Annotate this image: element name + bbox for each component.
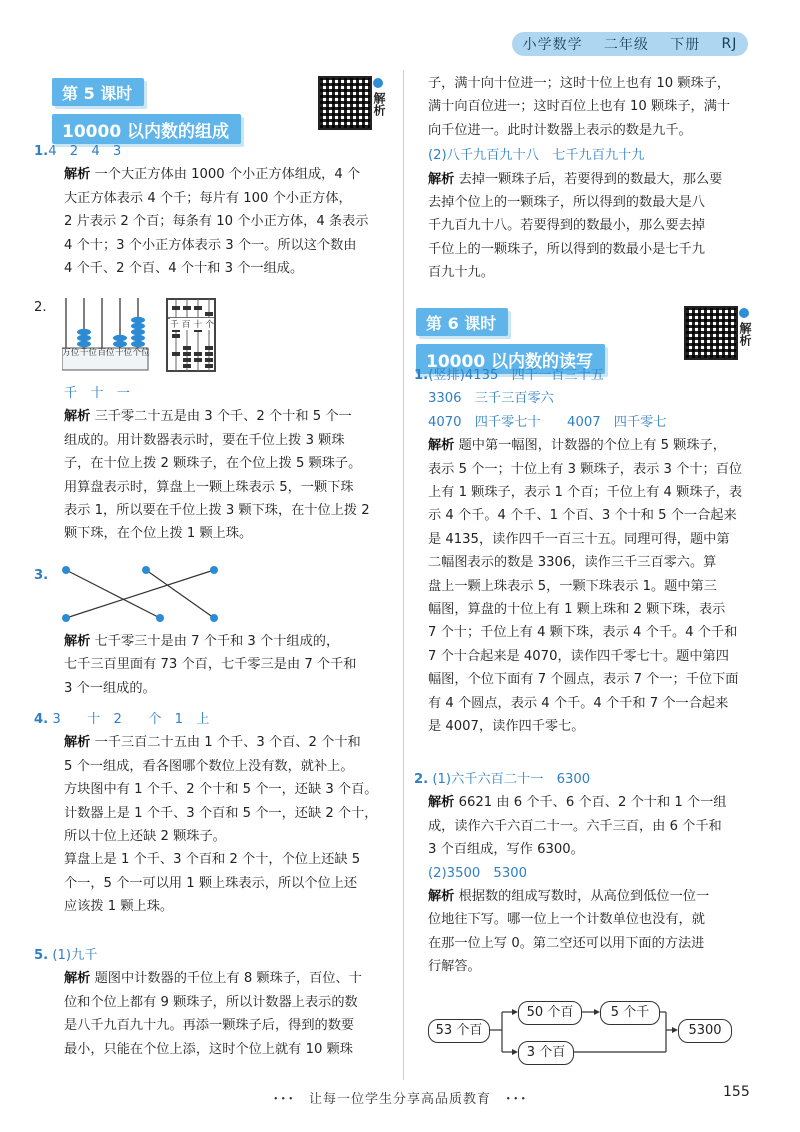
l6-q2-line: 根据数的组成写数时，从高位到低位一位一: [458, 889, 710, 905]
q2-number: 2.: [34, 300, 47, 315]
abacus-label: 千位: [79, 348, 97, 358]
q4-line: 方块图中有 1 个千、2 个十和 5 个一，还缺 3 个百。: [64, 782, 378, 798]
q4-line: 应该拨 1 颗上珠。: [64, 899, 174, 915]
q5-2-answer: (2)八千九百九十八 七千九百九十九: [428, 148, 645, 164]
l6-q1-line: 题中第一幅图，计数器的个位上有 5 颗珠子，: [458, 438, 726, 454]
q3-number: 3.: [34, 568, 49, 583]
q5-2-line: 千九百九十八。若要得到的数最小，那么要去掉: [428, 218, 705, 234]
soroban-label: 百: [181, 320, 191, 330]
q5-line: 位和个位上都有 9 颗珠子，所以计数器上表示的数: [64, 994, 358, 1010]
lesson5-heading: [52, 78, 241, 144]
q2-line: 子，在十位上拨 2 颗珠子，在个位上拨 5 颗珠子。: [64, 456, 362, 472]
flow-bottom: 3 个百: [518, 1041, 574, 1065]
l6-q1-line: 上有 1 颗珠子，表示 1 个百；千位上有 4 颗珠子，表: [428, 485, 743, 501]
q5-2-line: 千位上的一颗珠子，所以得到的数最小是七千九: [428, 241, 705, 257]
lesson6-q1: [414, 364, 774, 739]
abacus-label: 十位: [115, 348, 133, 358]
q4-line: 所以十位上还缺 2 颗珠子。: [64, 829, 226, 845]
analysis-label: 解析: [428, 889, 455, 905]
left-q5: [34, 944, 394, 1061]
q1-line: 大正方体表示 4 个千；每片有 100 个小正方体，: [64, 190, 352, 206]
q4-answer: 3 十 2 个 1 上: [52, 712, 210, 727]
q5-2-line: 百九十九。: [428, 265, 494, 281]
soroban: [166, 298, 216, 372]
analysis-label: 解析: [64, 409, 91, 425]
play-icon: [373, 78, 383, 88]
q1-number: 1.: [34, 144, 49, 159]
analysis-label: 解析: [428, 171, 455, 187]
lesson6-subtitle: 10000 以内数的读写: [416, 344, 605, 374]
soroban-label: 千: [170, 320, 179, 330]
footer-slogan: ･･･ 让每一位学生分享高品质教育 ･･･: [272, 1092, 528, 1107]
q5-2-line: 去掉个位上的一颗珠子，所以得到的数最大是八: [428, 195, 705, 211]
lesson6-title: 第 6 课时: [416, 308, 508, 336]
l6-q1-line: 7 个十；千位上有 4 颗下珠，表示 4 个千。4 个千和: [428, 625, 738, 641]
q5-line: 最小，只能在个位上添，这时个位上就有 10 颗珠: [64, 1041, 353, 1057]
q2-line: 表示 1，所以要在千位上拨 3 颗下珠，在十位上拨 2: [64, 503, 370, 519]
q3-line: 七千三百里面有 73 个百，七千零三是由 7 个千和: [64, 657, 357, 673]
flow-start: 53 个百: [428, 1019, 490, 1043]
analysis-label: 解析: [64, 634, 91, 649]
left-q4: [34, 708, 394, 919]
q1-line: 一个大正方体由 1000 个小正方体组成，4 个: [94, 167, 361, 183]
q1-line: 2 片表示 2 个百；每条有 10 个小正方体，4 条表示: [64, 214, 369, 230]
cont-line: 向千位进一。此时计数器上表示的数是九千。: [428, 122, 692, 138]
cont-line: 满十向百位进一；这时百位上也有 10 颗珠子，满十: [428, 99, 731, 115]
l6-q1-answer: 3306 三千三百零六: [428, 391, 554, 407]
q4-line: 计数器上是 1 个千、3 个百和 5 个一，还缺 2 个十，: [64, 805, 378, 821]
l6-q2-answer: (2)3500 5300: [428, 865, 527, 881]
flow-result: 5300: [678, 1019, 732, 1043]
analysis-label: 解析: [428, 795, 455, 811]
l6-q1-line: 7 个十合起来是 4070，读作四千零七十。题中第四: [428, 648, 729, 664]
l6-q2-number: 2.: [414, 772, 429, 787]
soroban-labels: [170, 318, 214, 330]
l6-q1-line: 表示 5 个一；十位上有 3 颗珠子，表示 3 个十；百位: [428, 461, 743, 477]
l6-q1-line: 二幅图表示的数是 3306，读作三千三百零六。算: [428, 555, 717, 571]
qr-code-lesson5[interactable]: [318, 76, 372, 130]
lesson5-title: 第 5 课时: [52, 78, 144, 106]
q1-line: 4 个十；3 个小正方体表示 3 个一。所以这个数由: [64, 237, 357, 253]
l6-q2-line: 成，读作六千六百二十一。六千三百，由 6 个千和: [428, 818, 722, 834]
q3-line: 3 个一组成的。: [64, 680, 156, 696]
analysis-label: 解析: [64, 167, 91, 183]
cont-line: 子，满十向十位进一；这时十位上也有 10 颗珠子，: [428, 76, 731, 91]
l6-q2-line: 在那一位上写 0。第二空还可以用下面的方法进: [428, 935, 705, 951]
play-icon: [739, 308, 749, 318]
l6-q2-answer: (1)六千六百二十一 6300: [432, 772, 591, 787]
abacus-label: 个位: [132, 348, 150, 358]
soroban-label: 个: [205, 320, 214, 330]
q2-line: 颗下珠，在个位上拨 1 颗上珠。: [64, 526, 253, 542]
l6-q1-line: 是 4135，读作四千一百三十五。同理可得，题中第: [428, 531, 730, 547]
q2-line: 组成的。用计数器表示时，要在千位上拨 3 颗珠: [64, 432, 345, 448]
l6-q1-line: 有 4 个圆点，表示 4 个千。4 个千和 7 个一合起来: [428, 695, 729, 711]
abacus-labels: [62, 348, 150, 358]
q5-answer: (1)九千: [52, 948, 98, 963]
l6-q1-answer: 4070 四千零七十 4007 四千零七: [428, 414, 667, 430]
flow-top2: 5 个千: [600, 1001, 660, 1025]
l6-q1-number: 1.: [414, 368, 429, 383]
qr-code-lesson6[interactable]: [684, 306, 738, 360]
l6-q1-line: 盘上一颗上珠表示 5，一颗下珠表示 1。题中第三: [428, 578, 717, 594]
q4-number: 4.: [34, 712, 49, 727]
page-number: 155: [723, 1084, 750, 1100]
l6-q1-line: 示 4 个千。4 个千、1 个百、3 个十和 5 个一合起来: [428, 508, 737, 524]
right-continuation: [428, 72, 768, 285]
q2-line: 用算盘表示时，算盘上一颗上珠表示 5，一颗下珠: [64, 479, 354, 495]
q3-line: 七千零三十是由 7 个千和 3 个十组成的，: [94, 634, 340, 649]
q2-answer: 千 十 一: [64, 386, 130, 401]
column-divider: [403, 70, 404, 1080]
q5-number: 5.: [34, 948, 49, 963]
l6-q1-line: 幅图，算盘的十位上有 1 颗上珠和 2 颗下珠，表示: [428, 602, 726, 618]
l6-q2-line: 6621 由 6 个千、6 个百、2 个十和 1 个一组: [458, 795, 727, 811]
q1-answer: 4 2 4 3: [48, 144, 122, 159]
l6-q1-line: 幅图，个位下面有 7 个圆点，表示 7 个一；千位下面: [428, 672, 739, 688]
composition-flowchart: [428, 1002, 738, 1078]
left-q1: [34, 140, 390, 280]
l6-q2-line: 行解答。: [428, 959, 481, 975]
header-subject: 小学数学: [522, 37, 583, 53]
left-q3: [64, 630, 394, 700]
abacus-label: 万位: [62, 348, 80, 358]
q5-line: 是八千九百九十九。再添一颗珠子后，得到的数要: [64, 1018, 355, 1034]
l6-q2-line: 3 个百组成，写作 6300。: [428, 842, 584, 858]
analysis-label: 解析: [428, 438, 455, 454]
lesson6-q2: [414, 768, 774, 979]
header-volume: 下册: [670, 37, 701, 53]
q1-line: 4 个千、2 个百、4 个十和 3 个一组成。: [64, 261, 304, 277]
lesson5-subtitle: 10000 以内数的组成: [52, 114, 241, 144]
header-grade: 二年级: [603, 37, 649, 53]
flow-top1: 50 个百: [518, 1001, 582, 1025]
header-edition: RJ: [721, 36, 738, 52]
abacus-label: 百位: [97, 348, 115, 358]
counting-frame: [62, 298, 152, 374]
q4-line: 一千三百二十五由 1 个千、3 个百、2 个十和: [94, 735, 361, 751]
q4-line: 个一，5 个一可以用 1 颗上珠表示，所以个位上还: [64, 875, 358, 891]
l6-q2-line: 位地往下写。哪一位上一个计数单位也没有，就: [428, 912, 705, 928]
book-header: [512, 32, 748, 56]
q4-line: 算盘上是 1 个千、3 个百和 2 个十，个位上还缺 5: [64, 852, 361, 868]
qr-label: 解析: [738, 322, 752, 346]
soroban-label: 十: [193, 320, 203, 330]
q4-line: 5 个一组成，看各图哪个数位上没有数，就补上。: [64, 758, 354, 774]
q2-line: 三千零二十五是由 3 个千、2 个十和 5 个一: [94, 409, 352, 425]
analysis-label: 解析: [64, 971, 91, 987]
analysis-label: 解析: [64, 735, 91, 751]
q5-line: 题图中计数器的千位上有 8 颗珠子，百位、十: [94, 971, 362, 987]
l6-q1-answer: (竖排)4135 四千一百三十五: [428, 368, 604, 383]
q5-2-line: 去掉一颗珠子后，若要得到的数最大，那么要: [458, 171, 723, 187]
left-q2: [64, 382, 394, 546]
qr-label: 解析: [372, 92, 386, 116]
l6-q1-line: 是 4007，读作四千零七。: [428, 719, 585, 735]
matching-lines: [62, 566, 222, 622]
